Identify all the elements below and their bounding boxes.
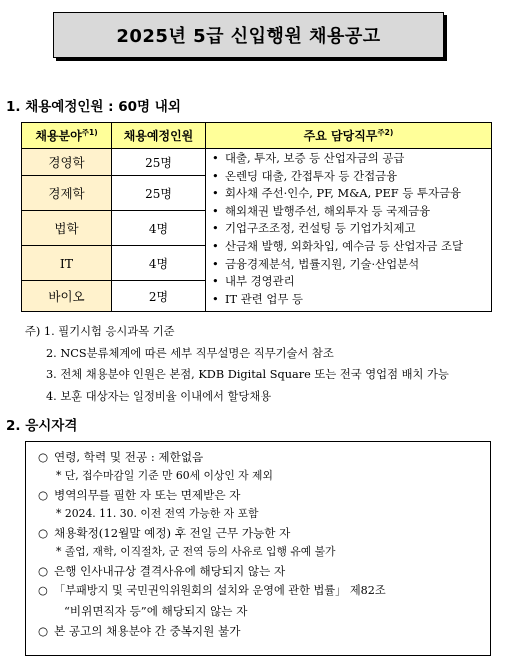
field-cell: 경제학 xyxy=(22,176,112,211)
qualification-item: ○ 「부패방지 및 국민권익위원회의 설치와 운영에 관한 법률」 제82조 xyxy=(38,584,386,597)
duties-cell xyxy=(206,149,492,312)
duty-item: • 금융경제분석, 법률지원, 기술·산업분석 xyxy=(212,256,420,271)
note-item: 3. 전체 채용분야 인원은 본점, KDB Digital Square 또는 전국 영업점 배치 가능 xyxy=(46,368,449,381)
field-cell: 바이오 xyxy=(22,281,112,312)
qualification-continuation: “비위면직자 등”에 해당되지 않는 자 xyxy=(64,604,248,618)
count-cell: 2명 xyxy=(112,281,206,312)
page-title: 2025년 5급 신입행원 채용공고 xyxy=(53,12,444,58)
header-duties-note: 주2) xyxy=(377,128,394,137)
qualification-subnote: * 2024. 11. 30. 이전 전역 가능한 자 포함 xyxy=(56,507,259,520)
note-item: 2. NCS분류체계에 따른 세부 직무설명은 직무기술서 참조 xyxy=(46,346,334,360)
qualification-item: ○ 채용확정(12월말 예정) 후 전일 근무 가능한 자 xyxy=(38,526,291,540)
qualification-box xyxy=(25,441,491,656)
header-duties: 주요 담당직무$^{주2)}$ xyxy=(206,123,492,149)
count-cell: 25명 xyxy=(112,176,206,211)
qualification-subnote: * 졸업, 재학, 이직절차, 군 전역 등의 사유로 입행 유예 불가 xyxy=(56,545,336,558)
field-cell: 법학 xyxy=(22,211,112,246)
field-cell: IT xyxy=(22,246,112,281)
field-cell: 경영학 xyxy=(22,149,112,176)
count-cell: 4명 xyxy=(112,246,206,281)
duty-item: • IT 관련 업무 등 xyxy=(212,291,303,306)
header-field-note: 주1) xyxy=(81,128,98,137)
duty-item: • 온렌딩 대출, 간접투자 등 간접금융 xyxy=(212,168,398,183)
section1-heading: 1. 채용예정인원 : 60명 내외 xyxy=(6,99,181,115)
duty-item: • 산금채 발행, 외화차입, 예수금 등 산업자금 조달 xyxy=(212,238,464,253)
count-cell: 4명 xyxy=(112,211,206,246)
duty-item: • 기업구조조정, 컨설팅 등 기업가치제고 xyxy=(212,221,416,236)
qualification-item: ○ 본 공고의 채용분야 간 중복지원 불가 xyxy=(38,624,241,638)
header-field: 채용분야$^{주1)}$ xyxy=(22,123,112,149)
section2-heading: 2. 응시자격 xyxy=(6,418,78,434)
duty-item: • 내부 경영관리 xyxy=(212,274,295,289)
qualification-item: ○ 은행 인사내규상 결격사유에 해당되지 않는 자 xyxy=(38,564,286,578)
table-header-row xyxy=(22,123,492,149)
qualification-item: ○ 연령, 학력 및 전공 : 제한없음 xyxy=(38,450,204,464)
duty-item: • 대출, 투자, 보증 등 산업자금의 공급 xyxy=(212,151,405,165)
duty-item: • 해외채권 발행주선, 해외투자 등 국제금융 xyxy=(212,203,431,218)
table-notes xyxy=(25,321,449,407)
note-item: 주) 1. 필기시험 응시과목 기준 xyxy=(25,325,175,338)
qualification-item: ○ 병역의무를 필한 자 또는 면제받은 자 xyxy=(38,488,241,502)
duty-item: • 회사채 주선·인수, PF, M&A, PEF 등 투자금융 xyxy=(212,186,461,201)
note-item: 4. 보훈 대상자는 일정비율 이내에서 할당채용 xyxy=(46,389,272,403)
recruitment-table xyxy=(21,122,492,312)
count-cell: 25명 xyxy=(112,149,206,176)
qualification-subnote: * 단, 접수마감일 기준 만 60세 이상인 자 제외 xyxy=(56,469,273,482)
header-count: 채용예정인원 xyxy=(112,123,206,149)
table-row xyxy=(22,149,492,176)
